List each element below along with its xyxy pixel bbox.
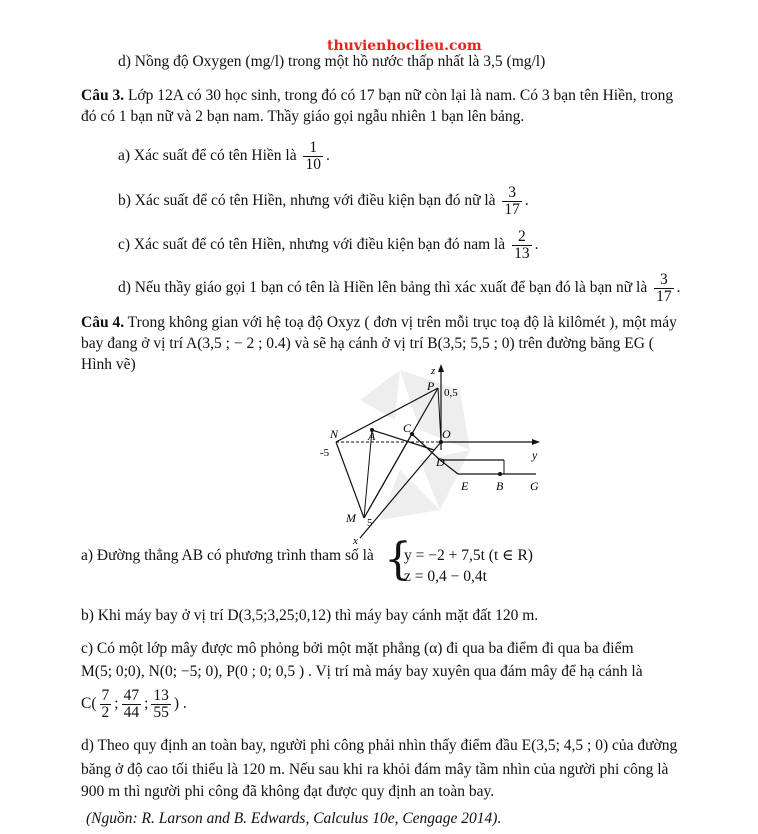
q4-c-n2: 47: [123, 686, 140, 704]
q4-c-frac2: [122, 688, 142, 721]
label-O: O: [442, 427, 451, 441]
q4-stem-line2: bay đang ở vị trí A(3,5 ; − 2 ; 0.4) và sẽ hạ cánh ở vị trí B(3,5; 5,5 ; 0) trên đường băng EG (: [81, 335, 654, 352]
q4-option-c-line3: C( $\frac{7}{2}$ ; $\frac{47}{44}$ ; $\frac{13}{55}$ ) .: [81, 686, 187, 721]
q3-stem-line1: [81, 86, 673, 106]
label-C: C: [403, 421, 412, 435]
q4-stem-line3: Hình vẽ): [81, 356, 136, 373]
point-B: [498, 472, 502, 476]
q4-option-c-line1: c) Có một lớp mây được mô phỏng bởi một mặt phẳng (α) đi qua ba điểm đi qua ba điểm: [81, 640, 634, 657]
q3-option-b: b) Xác suất để có tên Hiền, nhưng với điều kiện bạn đó nữ là $\frac{3}{17}$ .: [118, 183, 529, 218]
label-n-val: -5: [320, 447, 330, 459]
label-x: x: [353, 535, 358, 547]
q3-b-text: b) Xác suất để có tên Hiền, nhưng với điều kiện bạn đó nữ là: [118, 192, 496, 209]
label-y: y: [532, 448, 538, 462]
q4-option-c-line2: M(5; 0;0), N(0; −5; 0), P(0 ; 0; 0,5 ) . Vị trí mà máy bay xuyên qua đám mây để hạ cánh là: [81, 663, 643, 680]
q4-c-pre: C(: [81, 695, 97, 712]
airplane-figure: [300, 360, 560, 550]
q3-d-den: 17: [656, 287, 672, 305]
q3-b-fraction: [502, 185, 522, 218]
q3-c-fraction: [512, 229, 532, 262]
segment-AM: [364, 430, 372, 518]
q3-d-num: 3: [654, 272, 674, 289]
q4-a-eq2: z = 0,4 − 0,4t: [404, 568, 487, 585]
label-B: B: [496, 479, 504, 493]
q4-label: Câu 4.: [81, 314, 125, 331]
site-header[interactable]: thuvienhoclieu.com: [327, 38, 482, 54]
q4-c-n3: 13: [153, 686, 169, 704]
source-citation: (Nguồn: R. Larson and B. Edwards, Calculus 10e, Cengage 2014).: [86, 810, 502, 827]
q4-c-post: ) .: [173, 695, 187, 712]
label-m-val: 5: [367, 517, 373, 529]
label-A: A: [368, 429, 376, 443]
q4-c-d1: 2: [101, 703, 110, 721]
q3-stem1: Lớp 12A có 30 học sinh, trong đó có 17 bạn nữ còn lại là nam. Có 3 bạn tên Hiền, trong: [124, 87, 674, 104]
edge-NM: [336, 442, 364, 518]
label-E: E: [461, 479, 469, 493]
q4-option-d-line3: 900 m thì người phi công đã không đạt được quy định an toàn bay.: [81, 783, 495, 800]
label-N: N: [330, 427, 339, 441]
q3-a-num: 1: [303, 140, 323, 157]
q4-option-d-line2: băng ở độ cao tối thiểu là 120 m. Nếu sau khi ra khỏi đám mây tầm nhìn của người phi công là: [81, 761, 669, 778]
q3-b-num: 3: [502, 185, 522, 202]
q3-option-d: d) Nếu thầy giáo gọi 1 bạn có tên là Hiền lên bảng thì xác xuất để bạn đó là bạn nữ là $\frac{3}{17}$ .: [118, 270, 681, 305]
q3-c-text: c) Xác suất để có tên Hiền, nhưng với điều kiện bạn đó nam là: [118, 236, 506, 253]
y-arrow-icon: [532, 439, 540, 445]
q4-c-d2: 44: [123, 703, 140, 721]
q4-stem1: Trong không gian với hệ toạ độ Oxyz ( đơn vị trên mỗi trục toạ độ là kilômét ), một máy: [124, 314, 677, 331]
q4-c-frac3: [151, 688, 171, 721]
q3-label: Câu 3.: [81, 87, 125, 104]
q3-b-den: 17: [504, 200, 520, 218]
q3-c-num: 2: [512, 229, 532, 246]
q4-stem-line1: [81, 313, 677, 333]
prev-item-d: d) Nồng độ Oxygen (mg/l) trong một hồ nước thấp nhất là 3,5 (mg/l): [118, 53, 546, 70]
q3-a-den: 10: [305, 155, 321, 173]
q4-option-b: b) Khi máy bay ở vị trí D(3,5;3,25;0,12) thì máy bay cánh mặt đất 120 m.: [81, 607, 539, 624]
label-z: z: [431, 365, 436, 377]
system-brace: {: [384, 534, 412, 585]
q4-c-n1: 7: [101, 686, 110, 704]
q4-option-d-line1: d) Theo quy định an toàn bay, người phi công phải nhìn thấy điểm đầu E(3,5; 4,5 ; 0) của đường: [81, 737, 678, 754]
q4-a-eq1: y = −2 + 7,5t (t ∈ R): [404, 547, 533, 564]
label-P: P: [427, 379, 435, 393]
z-arrow-icon: [438, 364, 444, 372]
q4-c-frac1: [100, 688, 112, 721]
q4-option-a: a) Đường thẳng AB có phương trình tham số là: [81, 547, 374, 564]
q3-stem-line2: đó có 1 bạn nữ và 2 bạn nam. Thầy giáo gọi ngẫu nhiên 1 bạn lên bảng.: [81, 108, 525, 125]
label-D: D: [436, 455, 445, 469]
q3-option-a: a) Xác suất để có tên Hiền là $\frac{1}{10}$ .: [118, 138, 330, 173]
q3-a-text: a) Xác suất để có tên Hiền là: [118, 147, 297, 164]
q3-d-text: d) Nếu thầy giáo gọi 1 bạn có tên là Hiền lên bảng thì xác xuất để bạn đó là bạn nữ là: [118, 279, 648, 296]
q3-d-fraction: [654, 272, 674, 305]
q3-option-c: c) Xác suất để có tên Hiền, nhưng với điều kiện bạn đó nam là $\frac{2}{13}$ .: [118, 227, 539, 262]
q4-c-d3: 55: [153, 703, 169, 721]
q3-c-den: 13: [514, 244, 530, 262]
label-M: M: [346, 511, 356, 525]
label-p-val: 0,5: [444, 387, 458, 399]
label-G: G: [530, 479, 539, 493]
q3-a-fraction: [303, 140, 323, 173]
